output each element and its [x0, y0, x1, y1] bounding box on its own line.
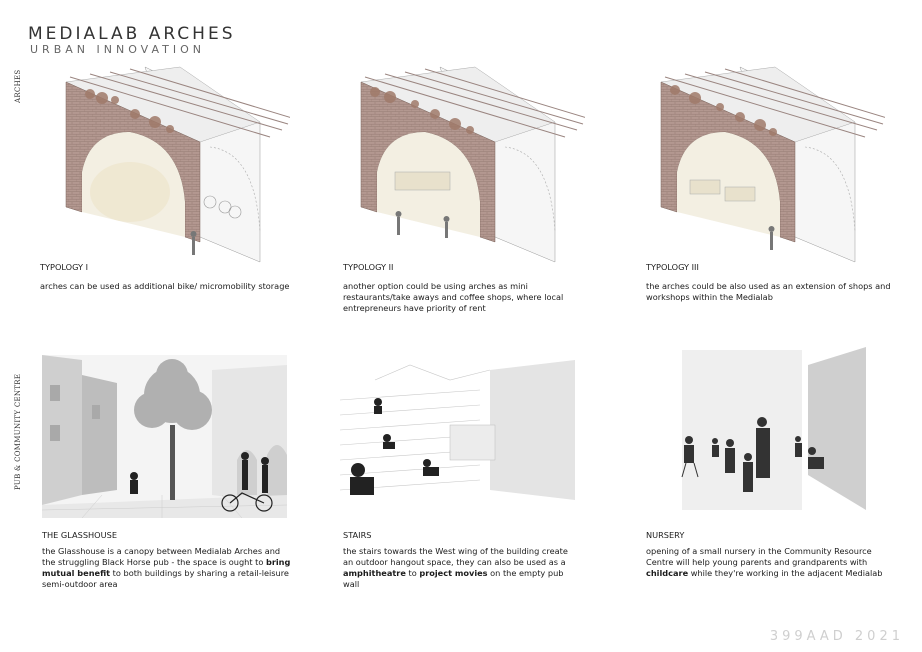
side-label-community: PUB & COMMUNITY CENTRE — [14, 373, 22, 490]
typology-3-text: the arches could be also used as an extension of shops and workshops within the Medialab — [646, 281, 891, 302]
nursery-emphasis: childcare — [646, 568, 689, 578]
stairs-text: the stairs towards the West wing of the building create an outdoor hangout space, they can also be used as a — [343, 546, 568, 567]
typology-1-heading: TYPOLOGY I — [40, 262, 89, 272]
typology-2-caption — [343, 262, 593, 314]
typology-3-heading: TYPOLOGY III — [646, 262, 699, 272]
typology-2-text: another option could be using arches as mini restaurants/take aways and coffee shops, where local entrepreneurs have priority of rent — [343, 281, 564, 313]
arch-illustration-2 — [355, 62, 585, 267]
arch-illustration-1 — [60, 62, 290, 267]
glasshouse-text: the Glasshouse is a canopy between Medialab Arches and the struggling Black Horse pub - the space is ought to — [42, 546, 281, 567]
glasshouse-text-end: to both buildings by sharing a retail-leisure semi-outdoor area — [42, 568, 289, 589]
stairs-emphasis-2: project movies — [419, 568, 488, 578]
stairs-emphasis-1: amphitheatre — [343, 568, 406, 578]
nursery-caption — [646, 530, 886, 579]
stairs-text-end: on the empty pub wall — [343, 568, 564, 589]
side-label-arches: ARCHES — [14, 69, 22, 103]
page-title: MEDIALAB ARCHES — [28, 24, 236, 44]
stairs-illustration — [340, 360, 580, 510]
typology-1-text: arches can be used as additional bike/ micromobility storage — [40, 281, 290, 291]
arch-illustration-3 — [655, 62, 885, 267]
typology-2-heading: TYPOLOGY II — [343, 262, 394, 272]
typology-3-caption — [646, 262, 896, 303]
stairs-heading: STAIRS — [343, 530, 372, 540]
glasshouse-emphasis: bring mutual benefit — [42, 557, 291, 578]
footer-code: 399AAD 2021 — [769, 629, 904, 644]
nursery-text-end: while they're working in the adjacent Medialab — [688, 568, 883, 578]
nursery-illustration — [670, 345, 870, 520]
stairs-caption — [343, 530, 578, 590]
glasshouse-heading: THE GLASSHOUSE — [42, 530, 117, 540]
stairs-text-mid: to — [405, 568, 420, 578]
glasshouse-caption — [42, 530, 292, 590]
typology-1-caption — [40, 262, 290, 292]
nursery-text: opening of a small nursery in the Community Resource Centre will help young parents and grandparents with — [646, 546, 872, 567]
glasshouse-illustration — [42, 355, 287, 518]
nursery-heading: NURSERY — [646, 530, 685, 540]
page-subtitle: URBAN INNOVATION — [30, 43, 205, 56]
